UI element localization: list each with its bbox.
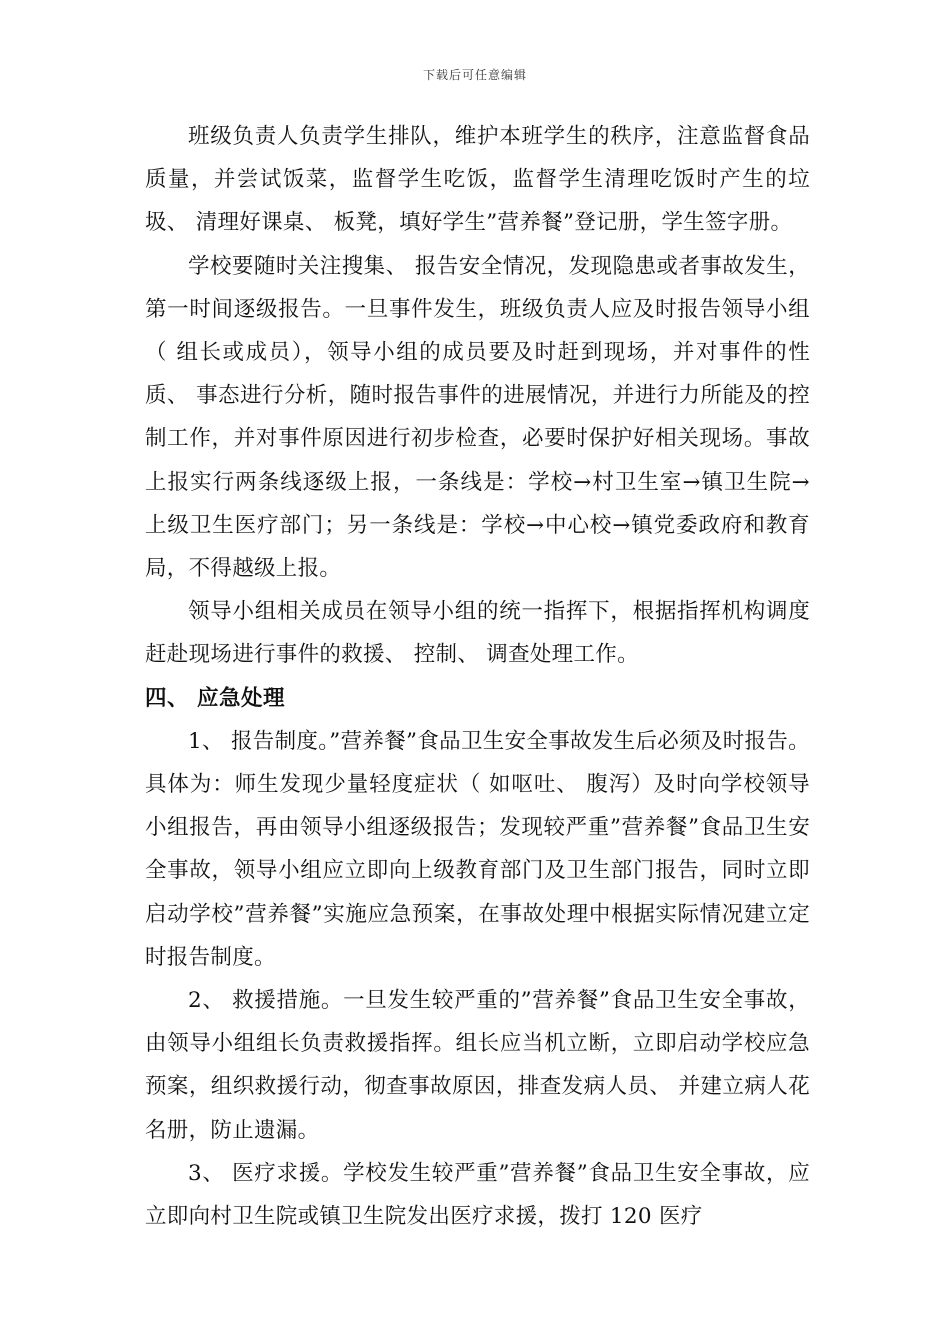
paragraph-class-leader-duties: 班级负责人负责学生排队，维护本班学生的秩序，注意监督食品质量，并尝试饭菜，监督学生吃饭，监督学生清理吃饭时产生的垃圾、 清理好课桌、 板凳，填好学生”营养餐”登记册，学生签字册。 (145, 124, 810, 236)
paragraph-medical-assistance: 3、 医疗求援。学校发生较严重”营养餐”食品卫生安全事故，应立即向村卫生院或镇卫生院发出医疗求援，拨打 120 医疗 (145, 1160, 810, 1230)
section-heading-emergency-handling: 四、 应急处理 (145, 685, 285, 711)
paragraph-safety-reporting: 学校要随时关注搜集、 报告安全情况，发现隐患或者事故发生，第一时间逐级报告。一旦事件发生，班级负责人应及时报告领导小组（ 组长或成员），领导小组的成员要及时赶到现场，并对事件的性质、 事态进行分析，随时报告事件的进展情况，并进行力所能及的控制工作，并对事件原因进行初步检查，必要时保护好相关现场。事故上报实行两条线逐级上报，一条线是：学校→村卫生室→镇卫生院→上级卫生医疗部门；另一条线是：学校→中心校→镇党委政府和教育局，不得越级上报。 (145, 253, 810, 582)
paragraph-rescue-measures: 2、 救援措施。一旦发生较严重的”营养餐”食品卫生安全事故，由领导小组组长负责救援指挥。组长应当机立断，立即启动学校应急预案，组织救援行动，彻查事故原因，排查发病人员、 并建立病人花名册，防止遗漏。 (145, 988, 810, 1143)
paragraph-leadership-command: 领导小组相关成员在领导小组的统一指挥下，根据指挥机构调度赶赴现场进行事件的救援、 控制、 调查处理工作。 (145, 599, 810, 668)
page-header-note: 下载后可任意编辑 (422, 68, 527, 82)
paragraph-reporting-system: 1、 报告制度。”营养餐”食品卫生安全事故发生后必须及时报告。具体为：师生发现少量轻度症状（ 如呕吐、 腹泻）及时向学校领导小组报告，再由领导小组逐级报告；发现较严重”营养餐”食品卫生安全事故，领导小组应立即向上级教育部门及卫生部门报告，同时立即启动学校”营养餐”实施应急预案，在事故处理中根据实际情况建立定时报告制度。 (145, 728, 810, 970)
document-body (145, 115, 810, 1238)
